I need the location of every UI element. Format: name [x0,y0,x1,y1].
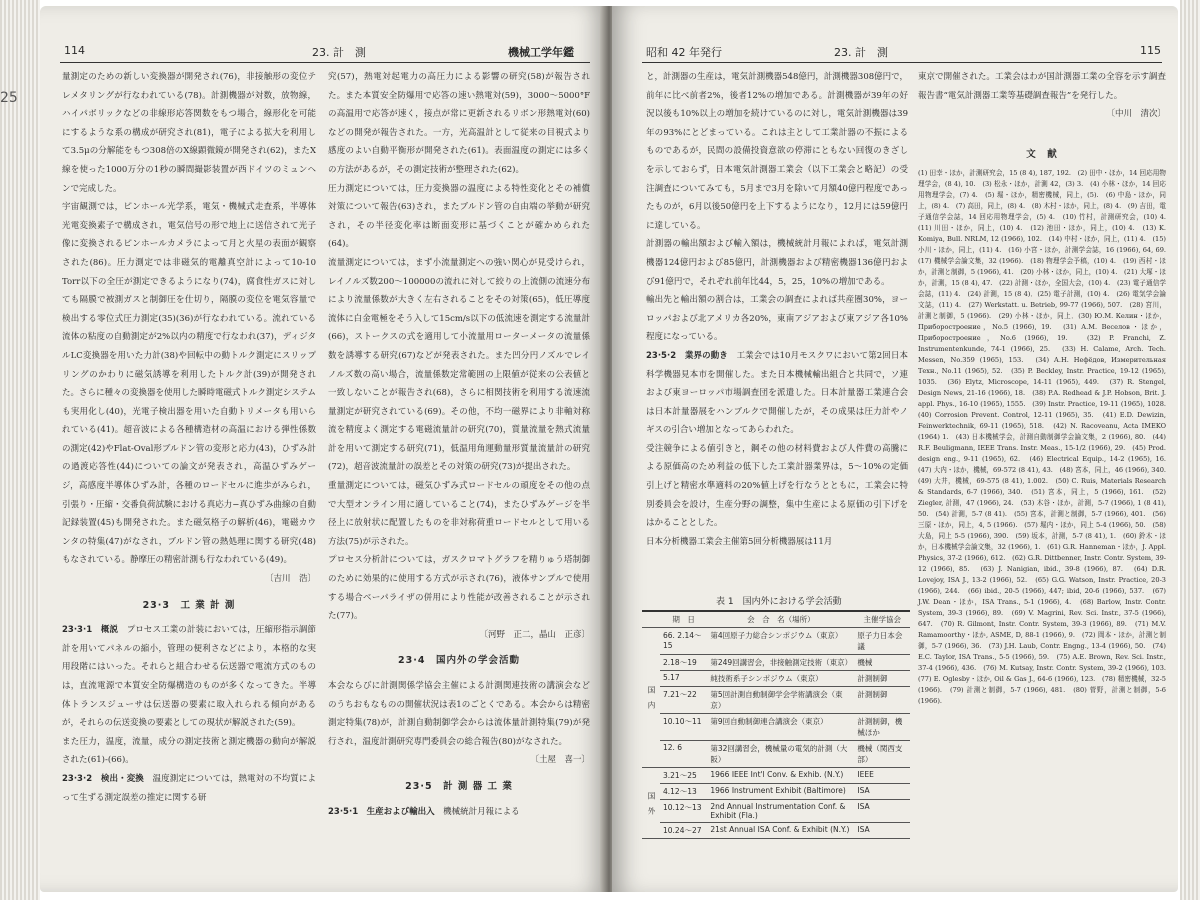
references-heading: 文 献 [1026,149,1058,160]
paragraph: 圧力測定については，圧力変換器の温度による特性変化とその補償対策について報告(63)され，またブルドン管の自由端の挙動が研究され，その半径変化率は断面変形に基づくことが確かめられた(64)。 [328,183,590,250]
right-header-rule [642,62,1162,63]
table-header-row [642,611,910,628]
author-signature: 〔河野 正二，晶山 正彦〕 [479,629,590,640]
table-cell-org: 計測制御 [854,671,910,687]
table-header-cell [642,611,660,628]
paragraph: と，計測器の生産は，電気計測機器548億円，計測機器308億円で，前年に比べ前者2%，後者12%の増加である。計測機器が39年の好況以後も10%以上の増加を続けているのに対し，電気計測機器は39年の93%にとどまっている。これは主として工業計器の不振によるものであるが，民間の設備投資意欲の停滞にともない回復のきざしを示しておらず，日本電気計測器工業会（以下工業会と略記）の受注調査についてみても，5月まで3月を除いて月額40億円程度であったものが，6月以後50億円を上下するようになり，12月には59億円に達している。 [646,72,908,231]
table-cell-date: 2.18〜19 [660,655,707,671]
left-column-1 [62,68,316,888]
table-header-cell: 期 日 [660,611,707,628]
table-cell-org: 機械 [854,655,910,671]
section-heading-23-5: 23·5 計 測 器 工 業 [405,780,513,792]
table-cell-name: 第32回講習会，機械量の電気的計測（大阪） [707,741,854,768]
paragraph: 本会ならびに計測関係学協会主催による計測関連技術の講演会などのうちおもなものの開催状況は表1のごとくである。本会からは精密測定特集(78)が，計測自動制御学会からは流体量計測特集(79)が発行され，温度計測研究専門委員会の総合報告(80)がなされた。 [328,681,590,747]
table-cell-name: 第249回講習会，非接触測定技術（東京） [707,655,854,671]
table-cell-name: 第4回原子力総合シンポジウム（東京） [707,628,854,655]
left-page [40,6,606,892]
table-cell-org: 計測制御，機械ほか [854,714,910,741]
references-list [918,168,1173,868]
table-cell-date: 10.12〜13 [660,800,707,823]
table-cell-date: 7.21〜22 [660,687,707,714]
table-cell-name: 第5回計測自動制御学会学術講演会（東京） [707,687,854,714]
edge-ruler-number: 25 [0,90,18,106]
paragraph: 究(57)，熱電対起電力の高圧力による影響の研究(58)が報告された。また本質安全防爆用で応答の速い熱電対(59)，3000〜5000°Fの高温用で応答が速く，接点が常に更新されるリボン形熱電対(60)などの開発が報告された。一方，光高温計として従来の目視式より感度のよい自動平衡形が開発された(61)。表面温度の測定には多くの方法があるが，その測定技術が整理された(62)。 [328,72,590,175]
subsection-heading-23-5-2: 23·5·2 業界の動き [646,350,728,361]
table-row [642,800,910,823]
paragraph: また圧力，温度，流量，成分の測定技術と測定機器の動向が解説された(61)-(66)。 [62,736,316,766]
table-cell-name: 第9回自動制御連合講演会（東京） [707,714,854,741]
table-cell-date: 3.21〜25 [660,768,707,784]
table-caption: 表 1 国内外における学会活動 [716,597,842,607]
conference-table [642,610,910,839]
author-signature: 〔中川 清次〕 [1106,109,1166,120]
left-section-header: 23. 計 測 [312,46,366,59]
table-cell-name: 2nd Annual Instrumentation Conf. & Exhibit (Fla.) [707,800,854,823]
author-signature: 〔土屋 喜一〕 [530,755,590,766]
right-publish-note: 昭和 42 年発行 [646,46,722,59]
references-heading-box [918,146,1166,166]
table-cell-date: 12. 6 [660,741,707,768]
left-header-rule [60,62,590,63]
section-heading-23-3: 23·3 工 業 計 測 [142,599,236,611]
table-row [642,741,910,768]
table-cell-org: 原子力日本会議 [854,628,910,655]
table-cell-date: 5.17 [660,671,707,687]
paragraph: 温度測定については，熱電対の不均質によって生ずる測定誤差の推定に関する研 [62,773,316,803]
table-row [642,823,910,839]
page-stack-edge-right [1180,0,1200,900]
table-cell-org: 機械（関西支部） [854,741,910,768]
right-column-2-top [918,68,1166,148]
paragraph: 受注競争による値引きと，鋼その他の材料費および人件費の高騰による原価高のため利益の低下した工業計器業界は，5〜10%の定価引上げと精密水準適料の20%値上げを行なうとともに，工業会に特別委員会を設け，生産分野の調整，集中生産による原価の引下げをはかることとした。 [646,443,908,529]
paragraph: 機械統計月報による [443,806,520,817]
table-cell-org: ISA [854,784,910,800]
table-row [642,671,910,687]
table-cell-date: 10.10〜11 [660,714,707,741]
table-cell-name: 純技術系子シンポジウム（東京） [707,671,854,687]
subsection-heading-23-3-1: 23·3·1 概説 [62,625,119,636]
table-cell-date: 66. 2.14〜15 [660,628,707,655]
references-text: (1) 田幸・ほか，計測研究会，15 (8 4), 187, 192. (2) 田中・ほか，14 回応用物理学会，(8 4), 10. (3) 松永・ほか，計測 42，(3) 3. (4) 小林・ほか，14 回応用物理学会，(7) 4. (5) 堀・ほか，精密機械，同上，(5). (6) 中島・ほか，同上，(8) 4. (7) 高田，同上，(8) 4. (8) 木村・ほか，同上，(8) 4. (9) 吉田，電子通信学会誌，14 回応用物理学会，(5) 4. (10) 竹村，計測研究会，(10) 4. (11) 川田・ほか，同上，(10) 4. (12) 池田・ほか，同上，(10) 4. (13) K. Komiya, Bull. NRLM, 12 (1966), 102. (14) 中村・ほか，同上，(11) 4. (15) 小川・ほか，同上，(11) 4. (16) 小宮・ほか，計測学会誌，16 (1966), 64, 69. (17) 機械学会論文集，32 (1966). (18) 物理学会予稿，(10) 4. (19) 西村・ほか，計測と制御，5 (1966), 41. (20) 小林・ほか，同上，(10) 4. (21) 大塚・ほか，計測，15 (8 4), 47. (22) 計測・ほか，全国大会，(10) 4. (23) 電子通信学会誌，(11) 4. (24) 計測，15 (8 4)．(25) 電子計測，(10) 4. (26) 電気学会論文誌，(11) 4. (27) Werkstatt. u. Betrieb, 99-77 (1966), 507. (28) 宮川，計測と制御，5 (1966). (29) 小林・ほか，同上．(30) Ю.М. Келин・ほか，Приборостроение，No.5 (1966), 19. (31) А.М. Веселов・ほか，Приборостроение，No.6 (1966), 19. (32) P. Franchi, Z. Instrumentenkunde, 74-1 (1966), 25. (33) H. Calame, Arch. Tech. Messen, No.359 (1965), 153. (34) А.Н. Нефёдов, Измерительная Техн., No.11 (1965), 52. (35) P. Beckley, Instr. Practice, 19-12 (1965), 1035. (36) Elytz, Microscope, 14-11 (1965), 449. (37) R. Stengel, Design News, 21-16 (1966), 18. (38) P.A. Redhead & J.P. Hobson, Brit. J. appl. Phys., 16-10 (1965), 1555. (39) Instr. Practice, 19-11 (1965), 1028. (40) Corrosion Prevent. Control, 12-11 (1965), 35. (41) E.D. Dewizin, Feinwerktechnik, 69-11 (1965), 518. (42) N. Racoveanu, Acta IMEKO (1964) 1. (43) 日本機械学会，計測自動制御学会論文集，2 (1966), 80. (44) R.F. Beuligmann, IEEE Trans. Instr. Meas., 15-1/2 (1966), 29. (45) Prod. design eng., 9-11 (1965), 62. (46) Electrical Equip., 14-2 (1965), 16. (47) 大内・ほか，機械，69-572 (8 41), 43. (48) 宮本，同上，46 (1966), 340. (49) 大井，機械，69-575 (8 41), 1.002. (50) C. Ruis, Materials Research & Standards, 6-7 (1966), 340. (51) 宮本，同上，5 (1966), 161. (52) Ziegler, 計測，47 (1966), 24. (53) 木谷・ほか，計測，5-7 (1966), 1 (8 41), 50. (54) 計測，5-7 (8 41). (55) 宮本，計測と制御，5-7 (1966), 401. (56) 三原・ほか，同上，4, 5 (1966). (57) 堀内・ほか，同上 5-4 (1966), 50. (58) 大島，同上 5-5 (1966), 390. (59) 坂本，計測，5-7 (8 41), 1. (60) 鈴木・ほか，日本機械学会論文集，32 (1966), 1. (61) G.R. Hanneman・ほか，J. Appl. Physics, 37-2 (1966), 612. (62) G.R. Dittbenner, Instr. Contr. System, 39-12 (1966), 85. (63) J. Nanigian, ibid., 39-8 (1966), 87. (64) D.R. Lovejoy, ISA J., 13-2 (1966), 52. (65) G.G. Watson, Instr. Practice, 20-3 (1966), 244. (66) ibid., 20-5 (1966), 447; ibid, 20-6 (1966), 537. (67) J.W. Dean・ほか，ISA Trans., 5-1 (1966), 4. (68) Barlow, Instr. Contr. System, 39-3 (1966), 89. (69) V. Magrini, Rev. Sci. Instr., 37-5 (1966), 647. (70) R. Gilmont, Instr. Contr. System, 39-3 (1966), 89. (71) M.V. Ramamoorthy・ほか, ASME, D, 88-1 (1966), 9. (72) 岡本・ほか，計測と制御，5-7 (1966), 36. (73) J.H. Laub, Contr. Engng., 13-4 (1966), 50. (74) E.C. Taylor, ISA Trans., 5-5 (1966), 59. (75) A.E. Brown, Rev. Sci. Instr., 37-4 (1966), 436. (76) M. Kutsay, Instr. Contr. System, 39-2 (1966), 103. (77) E. Oglesby・ほか, Oil & Gas J., 64-6 (1966), 123. (78) 精密機械，32-5 (1966). (79) 計測と制御，5-7 (1966), 481. (80) 菅野，計測と制御，5-6 (1966). [918,169,1173,705]
table-cell-name: 1966 IEEE Int'l Conv. & Exhib. (N.Y.) [707,768,854,784]
table-cell-date: 4.12〜13 [660,784,707,800]
paragraph: 量測定のための新しい変換器が開発され(76)，非接触形の変位テレメタリングが行なわれている(78)。計測機器が対数，放物線，ハイパボリックなどの非線形応答関数をもつ場合，線形化を可能にするような系の構成が研究され(81)，電子による拡大を利用して3.5μの分解能をもつ308倍のX線顕微鏡が開発され(62)，またX線を使った1000万分の1秒の瞬間撮影装置が西ドイツのミュンヘンで完成した。 [62,72,316,194]
table-cell-org: ISA [854,823,910,839]
table-cell-org: ISA [854,800,910,823]
table-header-cell: 主催学協会 [854,611,910,628]
right-section-header: 23. 計 測 [834,46,888,59]
subsection-heading-23-3-2: 23·3·2 検出・変換 [62,773,144,784]
paragraph: 東京で開催された。工業会はわが国計測器工業の全容を示す調査報告書“電気計測器工業等基礎調査報告”を発行した。 [918,72,1166,101]
paragraph: 日本分析機器工業会主催第5回分析機器展は11月 [646,536,833,547]
paragraph: 流量測定については，まず小流量測定への強い関心が見受けられ，レイノルズ数200〜100000の流れに対して絞りの上流側の流速分布により流量係数が大きく左右されることをその対策(65)，低圧導度流体に白金電極をそう入して15cm/s以下の低流速を測定する流量計(66)，ストークスの式を適用して小流量用ローターメータの流量係数を誘導する研究(67)などが発表された。また凹分円ノズルでレイノルズ数の高い場合，流量係数定常範囲の上限値が従来の公表値と一致しないことが報告され(68)，さらに相関技術を利用する流速流量測定が研究されている(69)。その他，不均一磁界により非軸対称流を精度よく測定する電磁流量計の研究(70)，質量流量を熱式流量計を用いて測定する研究(71)，低温用角運動量形質量流量計の研究(72)，超音波流量計の誤差とその対策の研究(73)が提出された。 [328,257,590,473]
open-book [40,6,1180,896]
table-cell-org: 計測制御 [854,687,910,714]
left-journal-title: 機械工学年鑑 [508,46,574,59]
table-row [642,628,910,655]
paragraph: 工業会では10月モスクワにおいて第2回日本科学機器見本市を開催した。また日本機械輸出組合と共同で，ソ連および東ヨーロッパ市場調査団を派遣した。日本計量器工業連合会は日本計量器展をハンブルクで開催したが，その成果は圧力計やノギスの引合い増加となってあらわれた。 [646,350,908,436]
table-row [642,768,910,784]
left-column-2 [328,68,590,888]
table-cell-name: 21st Annual ISA Conf. & Exhibit (N.Y.) [707,823,854,839]
subsection-heading-23-5-1: 23·5·1 生産および輸出入 [328,806,435,817]
table-region-cell: 国 外 [642,768,660,839]
left-page-number: 114 [64,44,85,57]
right-page-number: 115 [1140,44,1161,57]
paragraph: 輸出先と輸出額の割合は，工業会の調査によれば共産圏30%，ヨーロッパおよび北アメリカ各20%，東南アジアおよび東アジア各10%程度になっている。 [646,295,908,343]
table-row [642,714,910,741]
page-stack-edge [0,0,40,900]
paragraph: 宇宙観測では，ピンホール光学系，電気・機械式走査系，半導体光電変換素子で構成され，電気信号の形で地上に送信されて光子像に変換されるピンホールカメラによって月と火星の表面が観察された(86)。圧力測定では非磁気的電離真空計によって10-10 Torr以下の全圧が測定できるようになり(74)，腐食性ガスに対しても隔膜で被測ガスと制御圧を仕切り，隔膜の変位を電気容量で検出する零位式圧力測定(35)(36)が行なわれている。流れている流体の粘度の自動測定が2%以内の精度で行なわれ(37)，ディジタルLC変換器を用いた力計(38)や回転中の動トルク測定にスリップリングのかわりに磁気誘導を利用したトルク計(39)が開発された。さらに種々の変換器を使用した瞬時電磁式トルク測定システムも実用化し(40)，光電子検出器を用いた自動トリメータも用いられている(41)。超音波による各種構造材の高温における弾性係数の測定(42)やFlat-Oval形ブルドン管の変形と応力(43)，ひずみ計の過渡応答性(44)についての論文が発表され，高温ひずみゲージ，高感度半導体ひずみ計，各種のロードセルに進歩がみられ，引張り・圧縮・交番負荷試験における真応力−真ひずみ曲線の自動記録装置(45)も開発された。また磁気格子の解析(46)，電磁カウンタの特集(47)がなされ，ブルドン管の熱処理に関する研究(48)もなされている。静摩圧の精密計測も行なわれている(49)。 [62,202,316,566]
table-row [642,655,910,671]
paragraph: 計測器の輸出額および輸入額は，機械統計月報によれば，電気計測機器124億円および85億円，計測機器および精密機器136億円および91億円で，それぞれ前年比44，5，25，10%の増加である。 [646,239,908,287]
section-heading-23-4: 23·4 国内外の学会活動 [398,655,520,667]
paragraph: プロセス分析計については，ガスクロマトグラフを精りゅう塔制御のために効果的に使用する方式が示され(76)，液体サンプルで使用する場合ベーパライザの併用により性能が改善されることが示された(77)。 [328,555,590,622]
table-row [642,687,910,714]
author-signature: 〔吉川 浩〕 [264,574,316,585]
paragraph: プロセス工業の計装においては，圧縮形指示調節計を用いてパネルの縮小，管理の便利さなどにより，本格的な実用段階にはいった。それらと組合わせる伝送器で電流方式のものは，直流電源で本質安全防爆構造のものが多くなってきた。半導体トランスジューサは伝送器の要素に取入れられる傾向があるが，それらの伝送変換の要素としての現状が解説された(59)。 [62,625,316,729]
table-row [642,784,910,800]
table-cell-org: IEEE [854,768,910,784]
table-region-cell: 国 内 [642,628,660,768]
right-column-1 [646,68,908,588]
right-page [612,6,1178,892]
table-cell-name: 1966 Instrument Exhibit (Baltimore) [707,784,854,800]
table-cell-date: 10.24〜27 [660,823,707,839]
table-header-cell: 会 合 名（場所） [707,611,854,628]
paragraph: 重量測定については，磁気ひずみ式ロードセルの頑度をその他の点で大型オンライン用に適していること(74)，またひずみゲージを半径上に放射状に配置したものを非対称荷重ロードセルとして用いる方法(75)が示された。 [328,481,590,547]
